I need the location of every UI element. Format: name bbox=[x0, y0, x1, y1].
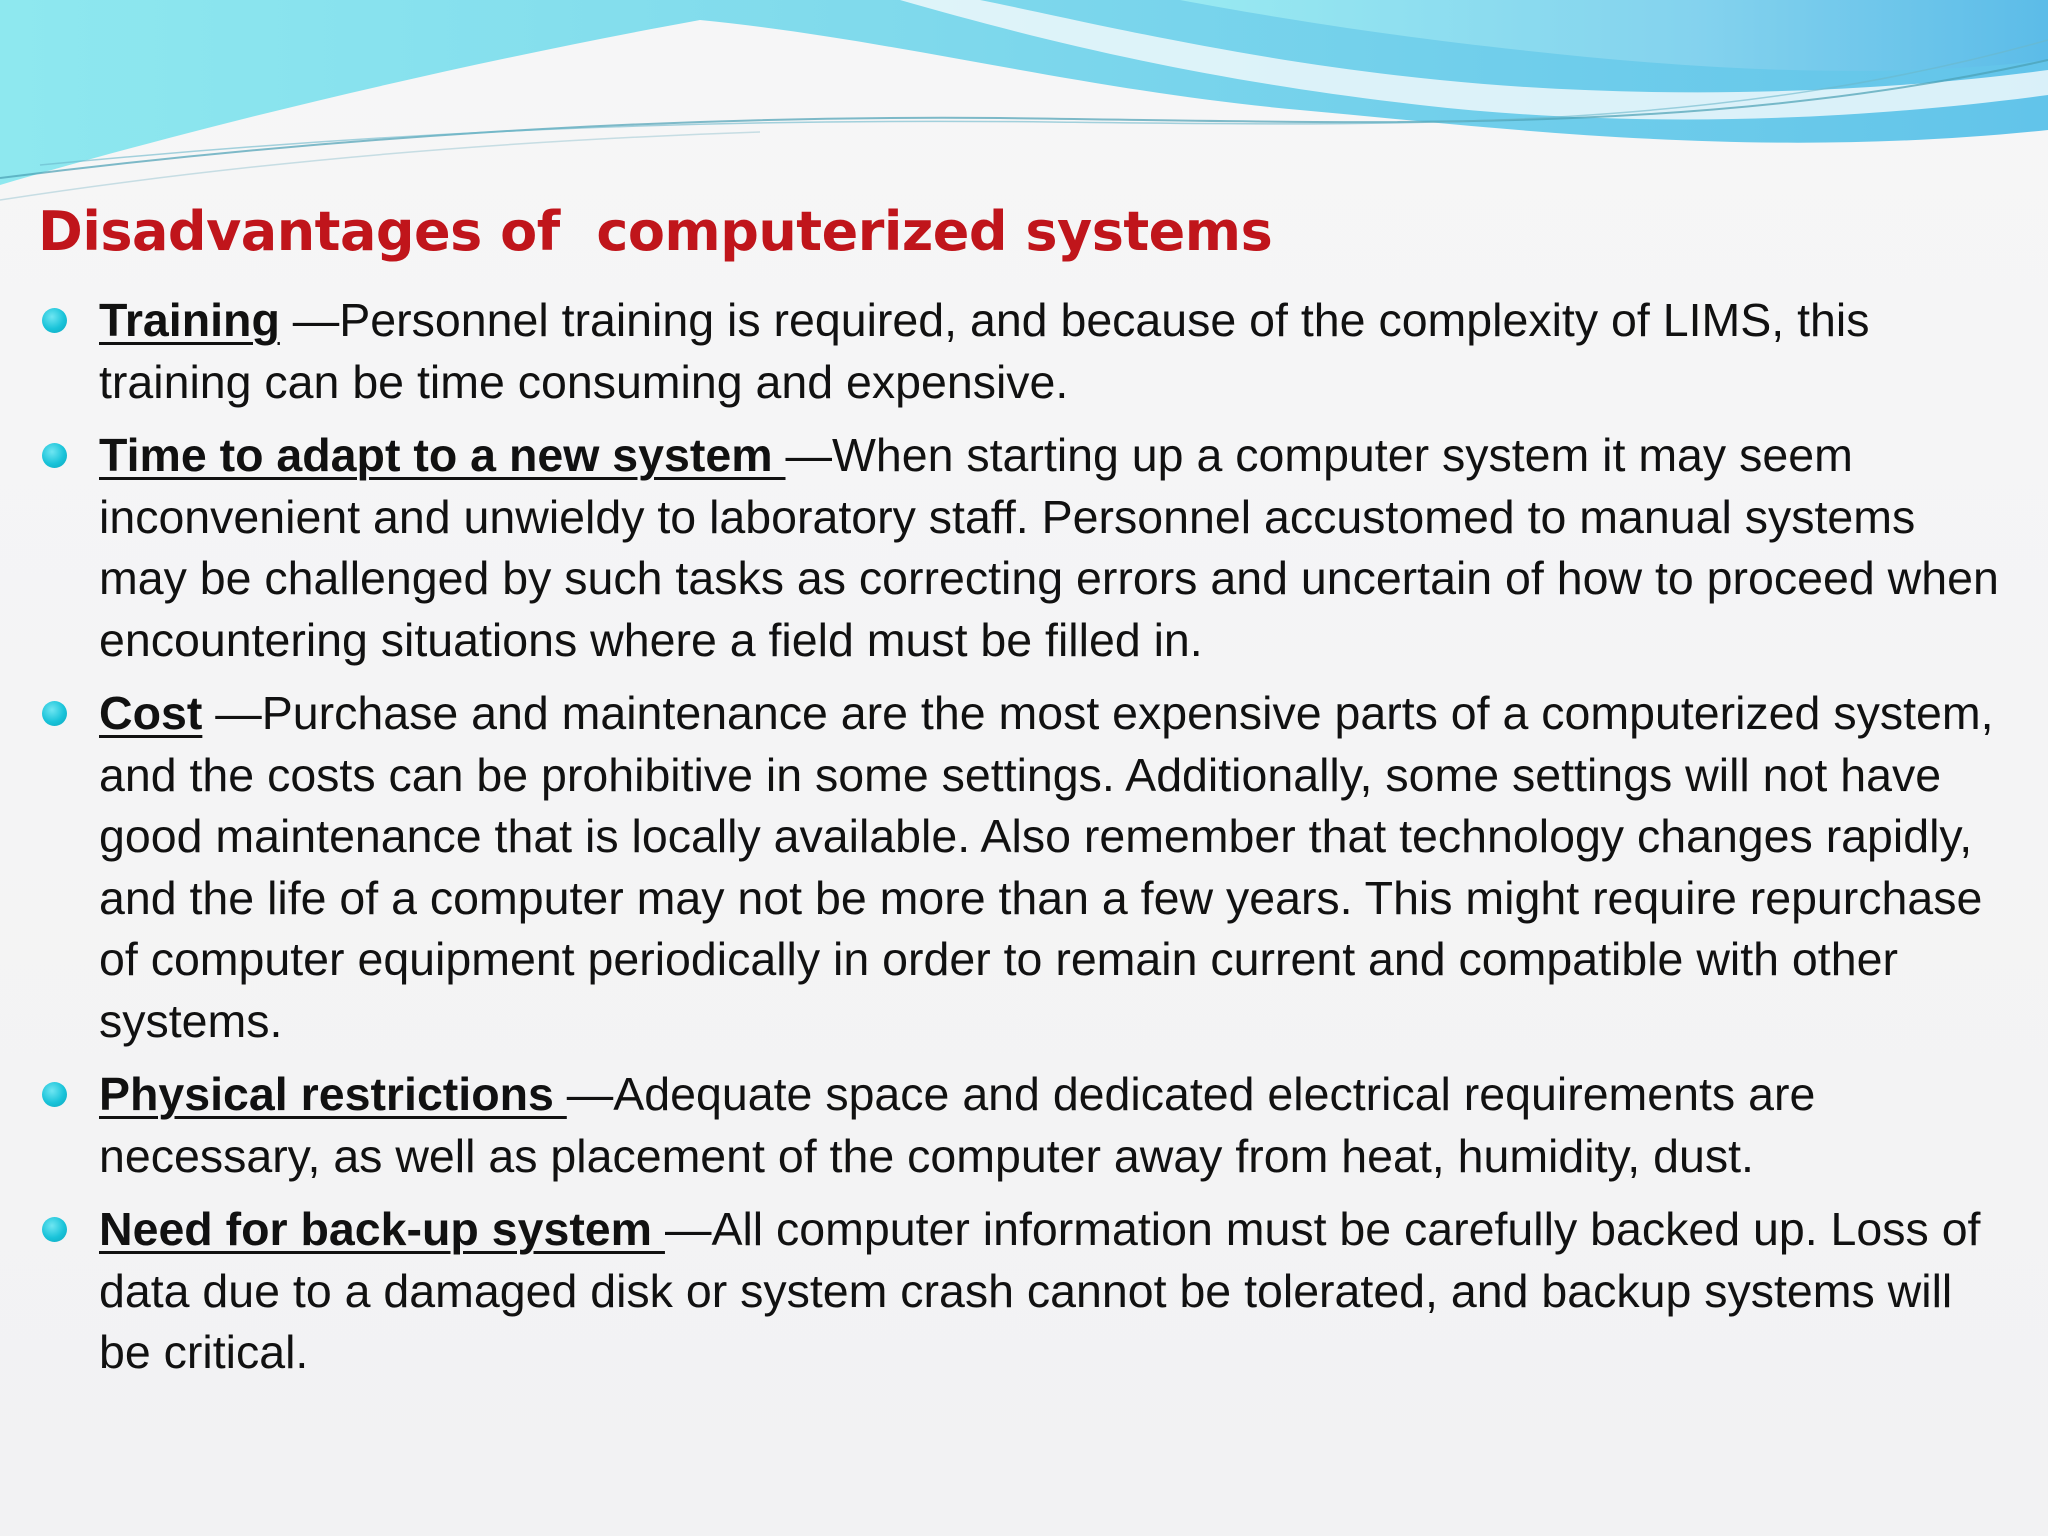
bullet-list bbox=[0, 290, 2048, 1396]
bullet-description: —Purchase and maintenance are the most expensive parts of a computerized system, and the costs can be prohibitive in some settings. Additionally, some settings will not have good maintenance that is locally available. Also remember that technology changes rapidly, and the life of a computer may not be more than a few years. This might require repurchase of computer equipment periodically in order to remain current and compatible with other systems. bbox=[99, 687, 1994, 1047]
bullet-description: —All computer information must be carefully backed up. Loss of data due to a damaged disk or system crash cannot be tolerated, and backup systems will be critical. bbox=[99, 1203, 1981, 1378]
bullet-dot-icon bbox=[42, 308, 67, 333]
bullet-term: Time to adapt to a new system bbox=[99, 429, 786, 481]
bullet-description: —Adequate space and dedicated electrical requirements are necessary, as well as placement of the computer away from heat, humidity, dust. bbox=[99, 1068, 1816, 1182]
bullet-item-physical-restrictions bbox=[0, 1064, 2048, 1187]
bullet-dot-icon bbox=[42, 701, 67, 726]
bullet-item-time-to-adapt bbox=[0, 425, 2048, 671]
bullet-description: —Personnel training is required, and because of the complexity of LIMS, this training can be time consuming and expensive. bbox=[99, 294, 1870, 408]
bullet-term: Need for back-up system bbox=[99, 1203, 665, 1255]
bullet-dot-icon bbox=[42, 443, 67, 468]
bullet-term: Training bbox=[99, 294, 280, 346]
slide-title: Disadvantages of computerized systems bbox=[38, 200, 1273, 263]
bullet-dot-icon bbox=[42, 1217, 67, 1242]
bullet-description: —When starting up a computer system it may seem inconvenient and unwieldy to laboratory staff. Personnel accustomed to manual systems may be challenged by such tasks as correcting errors and uncertain of how to proceed when encountering situations where a field must be filled in. bbox=[99, 429, 1999, 666]
bullet-term: Cost bbox=[99, 687, 203, 739]
bullet-term: Physical restrictions bbox=[99, 1068, 567, 1120]
bullet-item-backup-system bbox=[0, 1199, 2048, 1384]
bullet-item-training bbox=[0, 290, 2048, 413]
bullet-item-cost bbox=[0, 683, 2048, 1052]
bullet-dot-icon bbox=[42, 1082, 67, 1107]
